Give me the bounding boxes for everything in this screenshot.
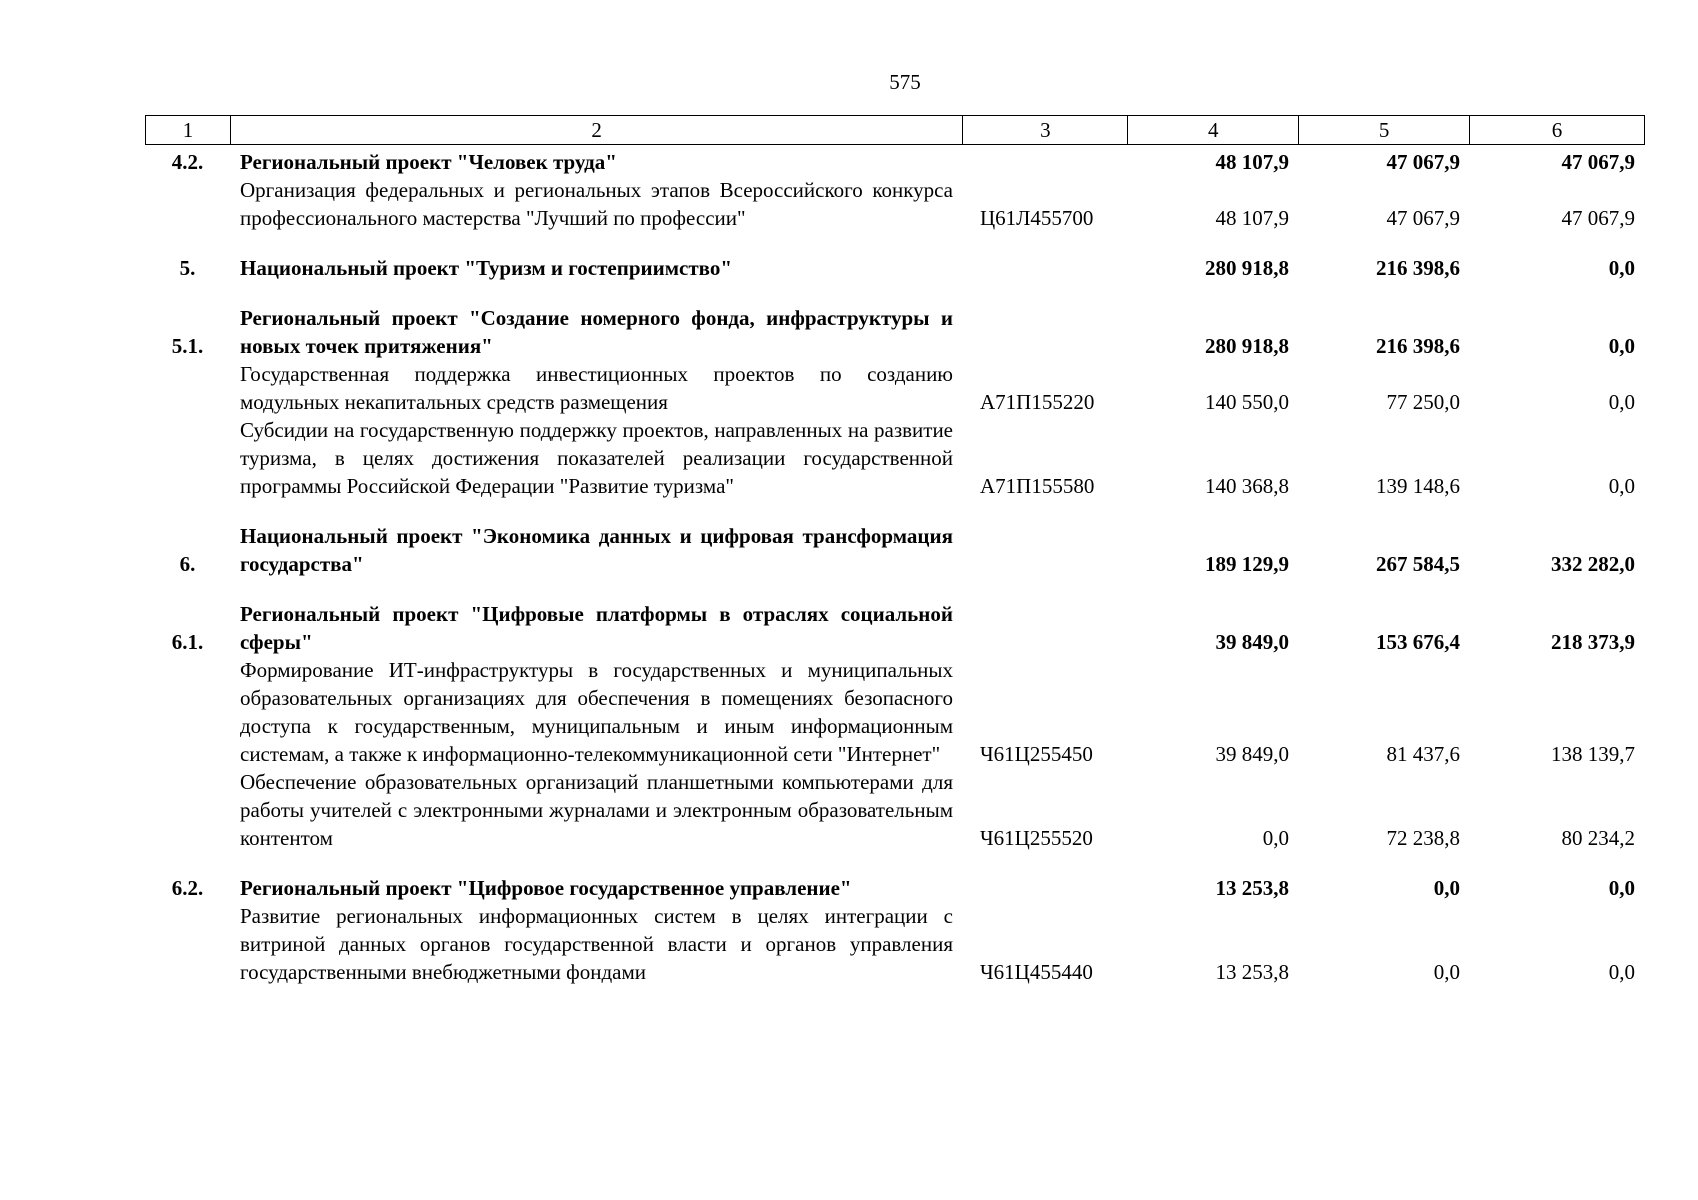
- row-value-col5: 0,0: [1433, 876, 1460, 900]
- row-value-col5: 216 398,6: [1376, 256, 1460, 280]
- row-name: Национальный проект "Экономика данных и цифровая трансформация государства": [240, 524, 953, 576]
- row-value-col5: 216 398,6: [1376, 334, 1460, 358]
- row-number: [145, 360, 230, 416]
- column-number-5: 5: [1299, 116, 1470, 145]
- column-header-row: [145, 115, 1645, 145]
- row-code: [963, 874, 1128, 902]
- row-code: [963, 600, 1128, 656]
- row-value-col4: 48 107,9: [1215, 206, 1289, 230]
- table-row: [145, 874, 1645, 902]
- row-number: 6.2.: [171, 876, 204, 900]
- row-value-col6: 332 282,0: [1551, 552, 1635, 576]
- row-number: [145, 768, 230, 852]
- row-value-col6: 0,0: [1608, 960, 1635, 984]
- column-number-6: 6: [1470, 116, 1645, 145]
- row-code: [963, 304, 1128, 360]
- table-row: [145, 148, 1645, 176]
- row-value-col4: 280 918,8: [1205, 256, 1289, 280]
- row-number: [145, 176, 230, 232]
- row-code: [963, 148, 1128, 176]
- row-value-col6: 47 067,9: [1561, 150, 1635, 174]
- row-value-col6: 0,0: [1608, 334, 1635, 358]
- row-name: Региональный проект "Создание номерного фонда, инфраструктуры и новых точек притяжения": [240, 306, 953, 358]
- column-number-1: 1: [146, 116, 231, 145]
- row-value-col5: 0,0: [1433, 960, 1460, 984]
- row-code: А71П155220: [980, 390, 1095, 414]
- row-number: [145, 416, 230, 500]
- row-value-col4: 39 849,0: [1215, 742, 1289, 766]
- row-name: Государственная поддержка инвестиционных проектов по созданию модульных некапитальных средств размещения: [240, 362, 953, 414]
- row-value-col6: 0,0: [1608, 390, 1635, 414]
- table-row: [145, 656, 1645, 768]
- row-name: Региональный проект "Цифровое государственное управление": [240, 876, 852, 900]
- row-value-col4: 0,0: [1262, 826, 1289, 850]
- row-name: Региональный проект "Цифровые платформы в отраслях социальной сферы": [240, 602, 953, 654]
- table-row: [145, 304, 1645, 360]
- row-value-col4: 140 550,0: [1205, 390, 1289, 414]
- row-value-col4: 48 107,9: [1215, 150, 1289, 174]
- budget-table: [145, 148, 1645, 986]
- table-row: [145, 902, 1645, 986]
- table-row: [145, 600, 1645, 656]
- row-number: 6.: [179, 552, 196, 576]
- column-number-4: 4: [1128, 116, 1299, 145]
- row-code: Ч61Ц455440: [980, 960, 1093, 984]
- table-row: [145, 522, 1645, 578]
- row-code: А71П155580: [980, 474, 1095, 498]
- row-value-col4: 13 253,8: [1215, 876, 1289, 900]
- row-value-col6: 0,0: [1608, 256, 1635, 280]
- row-name: Обеспечение образовательных организаций планшетными компьютерами для работы учителей с электронными журналами и электронным образовательным контентом: [240, 770, 953, 850]
- row-value-col6: 0,0: [1608, 876, 1635, 900]
- row-name: Региональный проект "Человек труда": [240, 150, 617, 174]
- row-value-col4: 189 129,9: [1205, 552, 1289, 576]
- row-number: 4.2.: [171, 150, 204, 174]
- row-value-col6: 138 139,7: [1551, 742, 1635, 766]
- row-value-col5: 77 250,0: [1386, 390, 1460, 414]
- row-value-col5: 267 584,5: [1376, 552, 1460, 576]
- row-value-col5: 153 676,4: [1376, 630, 1460, 654]
- table-row: [145, 176, 1645, 232]
- row-name: Национальный проект "Туризм и гостеприимство": [240, 256, 733, 280]
- row-name: Формирование ИТ-инфраструктуры в государственных и муниципальных образовательных организациях для обеспечения в помещениях безопасного доступа к государственным, муниципальным и иным информационным системам, а также к информационно-телекоммуникационной сети "Интернет": [240, 658, 953, 766]
- row-number: [145, 656, 230, 768]
- table-row: [145, 360, 1645, 416]
- row-value-col5: 47 067,9: [1386, 150, 1460, 174]
- page-number: 575: [889, 70, 921, 94]
- row-number: 5.: [179, 256, 196, 280]
- row-value-col5: 47 067,9: [1386, 206, 1460, 230]
- row-code: Ч61Ц255450: [980, 742, 1093, 766]
- row-value-col5: 139 148,6: [1376, 474, 1460, 498]
- row-value-col5: 81 437,6: [1386, 742, 1460, 766]
- row-name: Развитие региональных информационных систем в целях интеграции с витриной данных органов государственной власти и органов управления государственными внебюджетными фондами: [240, 904, 953, 984]
- row-value-col4: 280 918,8: [1205, 334, 1289, 358]
- table-row: [145, 254, 1645, 282]
- table-row: [145, 416, 1645, 500]
- row-code: [963, 254, 1128, 282]
- row-value-col5: 72 238,8: [1386, 826, 1460, 850]
- row-code: [963, 522, 1128, 578]
- row-number: 5.1.: [171, 334, 204, 358]
- row-name: Субсидии на государственную поддержку проектов, направленных на развитие туризма, в целях достижения показателей реализации государственной программы Российской Федерации "Развитие туризма": [240, 418, 953, 498]
- row-value-col4: 13 253,8: [1215, 960, 1289, 984]
- table-row: [145, 768, 1645, 852]
- row-code: Ч61Ц255520: [980, 826, 1093, 850]
- row-number: 6.1.: [171, 630, 204, 654]
- row-value-col6: 47 067,9: [1561, 206, 1635, 230]
- row-number: [145, 902, 230, 986]
- column-number-2: 2: [230, 116, 962, 145]
- row-value-col6: 0,0: [1608, 474, 1635, 498]
- row-value-col6: 218 373,9: [1551, 630, 1635, 654]
- row-value-col6: 80 234,2: [1561, 826, 1635, 850]
- row-value-col4: 39 849,0: [1215, 630, 1289, 654]
- row-value-col4: 140 368,8: [1205, 474, 1289, 498]
- row-code: Ц61Л455700: [980, 206, 1094, 230]
- column-number-3: 3: [963, 116, 1128, 145]
- row-name: Организация федеральных и региональных этапов Всероссийского конкурса профессионального мастерства "Лучший по профессии": [240, 178, 953, 230]
